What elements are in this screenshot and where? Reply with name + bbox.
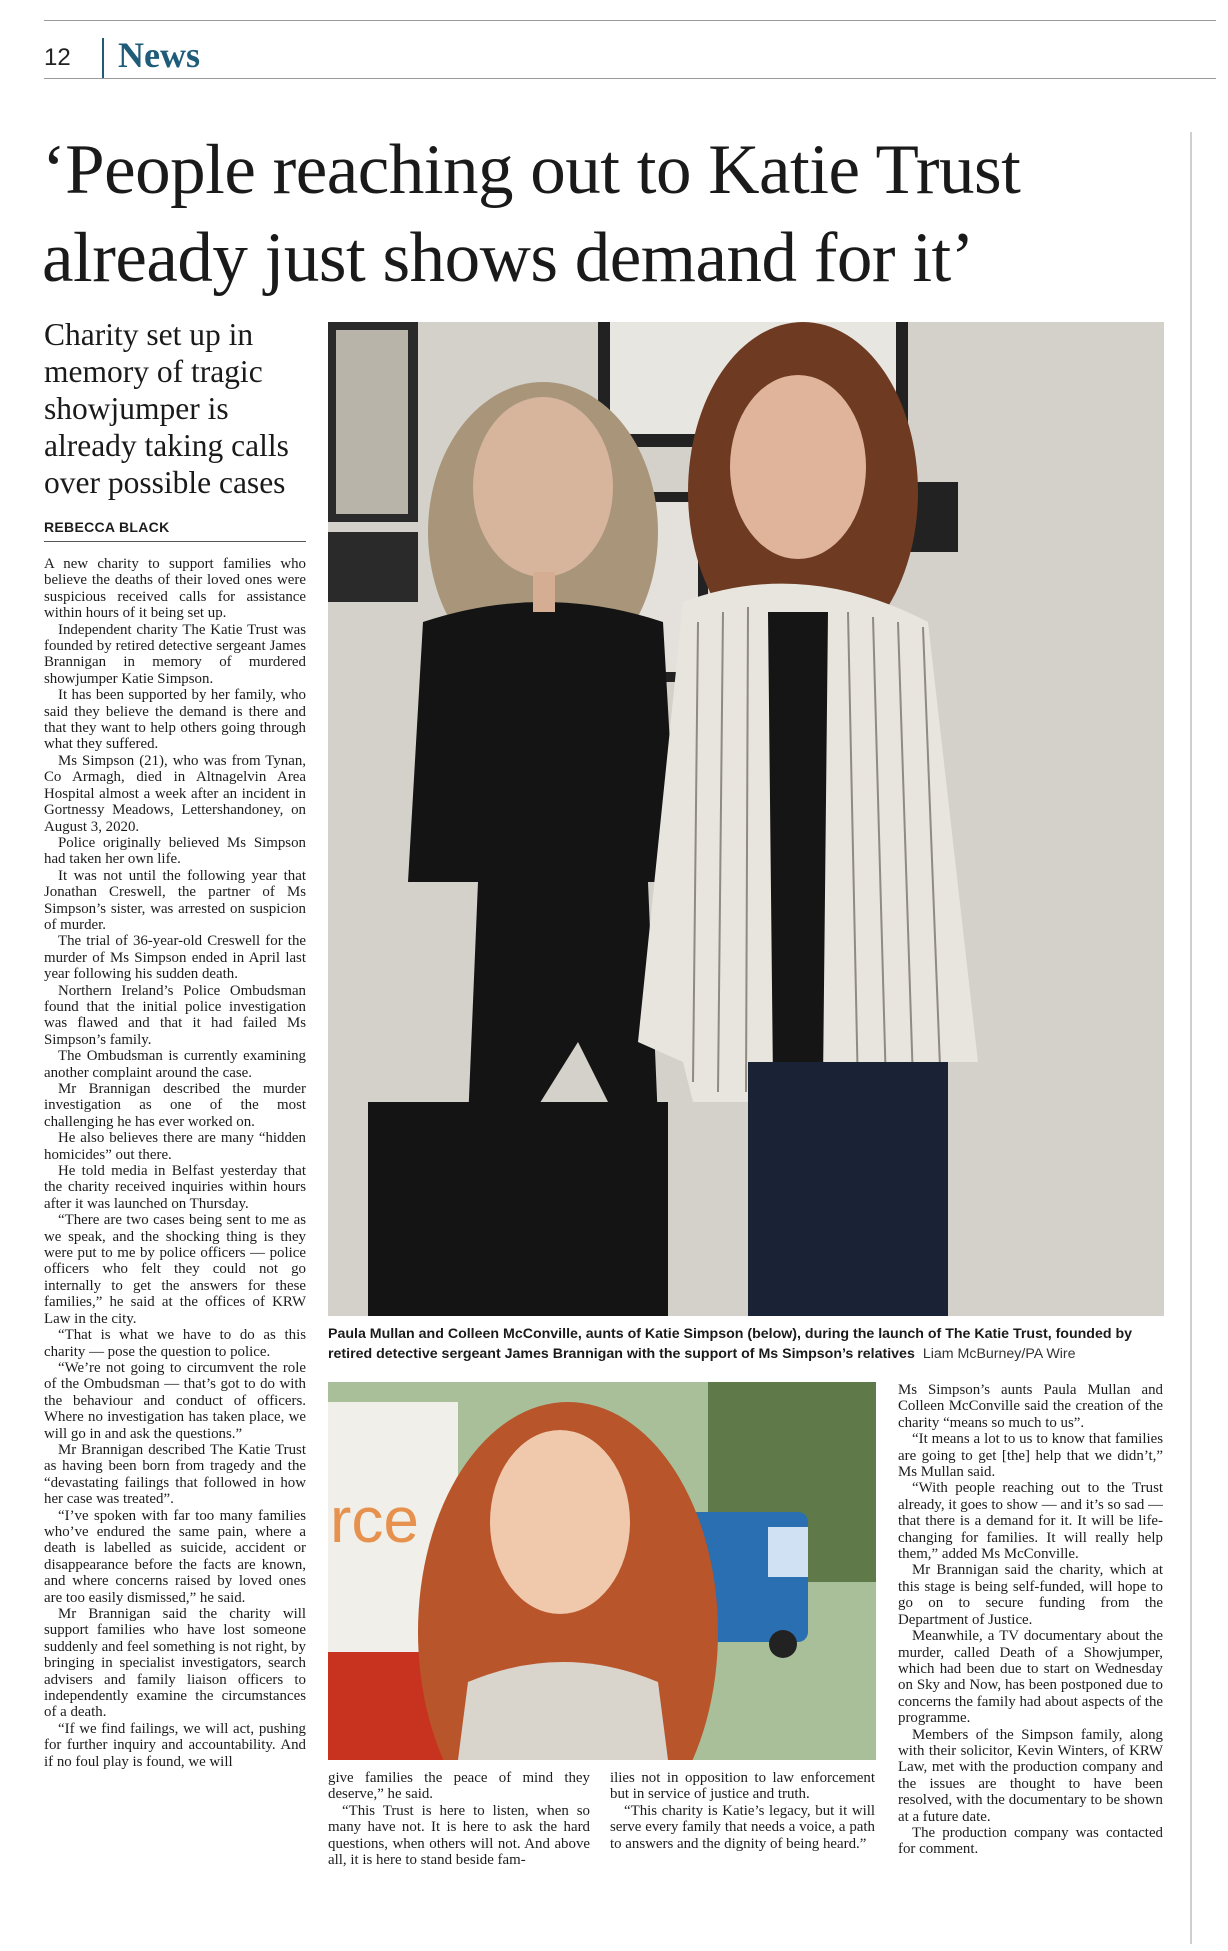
headline: ‘People reaching out to Katie Trust already just shows demand for it’	[42, 131, 1021, 297]
paragraph: “We’re not going to circumvent the role of the Ombudsman — that’s got to do with the behaviour and conduct of officers. Where no investigation has taken place, we will go in and ask the questions.”	[44, 1359, 306, 1442]
body-column-2	[328, 1770, 590, 1948]
paragraph: The Ombudsman is currently examining another complaint around the case.	[44, 1048, 306, 1081]
paragraph: Ms Simpson’s aunts Paula Mullan and Colleen McConville said the creation of the charity “means so much to us”.	[898, 1382, 1163, 1431]
main-photo-art	[328, 322, 1164, 1316]
main-photo-caption	[328, 1324, 1168, 1364]
katie-simpson-photo-art	[328, 1382, 876, 1760]
paragraph: Mr Brannigan described The Katie Trust as having been born from tragedy and the “devastating failings that followed in how her case was treated”.	[44, 1441, 306, 1508]
paragraph: “This Trust is here to listen, when so many have not. It is here to ask the hard questions, when others will not. And above all, it is here to stand beside fam-	[328, 1802, 590, 1869]
sign-text: rce	[330, 1484, 419, 1556]
byline: REBECCA BLACK	[44, 519, 170, 535]
paragraph: give families the peace of mind they deserve,” he said.	[328, 1770, 590, 1803]
top-rule	[44, 20, 1216, 21]
paragraph: “That is what we have to do as this charity — pose the question to police.	[44, 1327, 306, 1360]
caption-text: Paula Mullan and Colleen McConville, aunts of Katie Simpson (below), during the launch of The Katie Trust, founded by retired detective sergeant James Brannigan with the support of Ms Simpson’s relatives	[328, 1326, 1133, 1362]
paragraph: He told media in Belfast yesterday that the charity received inquiries within hours after it was launched on Thursday.	[44, 1163, 306, 1212]
byline-rule	[44, 541, 306, 542]
paragraph: Mr Brannigan described the murder investigation as one of the most challenging he has ever worked on.	[44, 1081, 306, 1130]
paragraph: “With people reaching out to the Trust already, it goes to show — and it’s so sad — that there is a demand for it. It will be life-changing for families. It will really help them,” added Ms McConville.	[898, 1480, 1163, 1563]
paragraph: “There are two cases being sent to me as we speak, and the shocking thing is they were put to me by police officers — police officers who felt they could not go internally to get the answers for these families,” he said at the offices of KRW Law in the city.	[44, 1212, 306, 1327]
paragraph: “I’ve spoken with far too many families who’ve endured the same pain, where a death is labelled as suicide, accident or disappearance before the facts are known, and where concerns raised by loved ones are too easily dismissed,” he said.	[44, 1507, 306, 1606]
right-column-rule	[1190, 132, 1192, 1944]
paragraph: The production company was contacted for comment.	[898, 1824, 1163, 1858]
paragraph: Ms Simpson (21), who was from Tynan, Co Armagh, died in Altnagelvin Area Hospital almost a week after an incident in Gortnessy Meadows, Lettershandoney, on August 3, 2020.	[44, 752, 306, 835]
main-photo	[328, 322, 1164, 1316]
paragraph: A new charity to support families who believe the deaths of their loved ones were suspicious received calls for assistance within hours of it being set up.	[44, 556, 306, 622]
photo-credit: Liam McBurney/PA Wire	[922, 1346, 1076, 1362]
paragraph: It has been supported by her family, who said they believe the demand is there and that they want to help others going through what they suffered.	[44, 687, 306, 753]
body-column-1	[44, 556, 306, 1948]
paragraph: “This charity is Katie’s legacy, but it will serve every family that needs a voice, a path to answers and the dignity of being heard.”	[610, 1802, 875, 1852]
paragraph: Northern Ireland’s Police Ombudsman found that the initial police investigation was flawed and that it had failed Ms Simpson’s family.	[44, 982, 306, 1048]
header-rule	[44, 78, 1216, 79]
folio-divider	[102, 38, 104, 78]
paragraph: ilies not in opposition to law enforcement but in service of justice and truth.	[610, 1770, 875, 1803]
paragraph: It was not until the following year that Jonathan Creswell, the partner of Ms Simpson’s sister, was arrested on suspicion of murder.	[44, 867, 306, 933]
body-column-4	[898, 1382, 1163, 1948]
paragraph: “It means a lot to us to know that families are going to get [the] help that we didn’t,” Ms Mullan said.	[898, 1431, 1163, 1481]
body-column-3	[610, 1770, 875, 1948]
paragraph: Meanwhile, a TV documentary about the murder, called Death of a Showjumper, which had been due to start on Wednesday on Sky and Now, has been postponed due to concerns the family had about aspects of the programme.	[898, 1628, 1163, 1727]
paragraph: Members of the Simpson family, along with their solicitor, Kevin Winters, of KRW Law, met with the production company and the issues are thought to have been resolved, with the documentary to be shown at a future date.	[898, 1726, 1163, 1825]
paragraph: “If we find failings, we will act, pushing for further inquiry and accountability. And if no foul play is found, we will	[44, 1720, 306, 1770]
paragraph: Police originally believed Ms Simpson had taken her own life.	[44, 834, 306, 868]
paragraph: The trial of 36-year-old Creswell for the murder of Ms Simpson ended in April last year following his sudden death.	[44, 933, 306, 983]
standfirst: Charity set up in memory of tragic showjumper is already taking calls over possible cases	[44, 317, 289, 500]
paragraph: He also believes there are many “hidden homicides” out there.	[44, 1130, 306, 1163]
paragraph: Mr Brannigan said the charity, which at this stage is being self-funded, will hope to go on to secure funding from the Department of Justice.	[898, 1562, 1163, 1628]
section-label: News	[118, 35, 200, 75]
katie-simpson-photo	[328, 1382, 876, 1760]
paragraph: Mr Brannigan said the charity will support families who have lost someone suddenly and feel something is not right, by bringing in specialist investigators, search advisers and family liaison officers to independently examine the circumstances of a death.	[44, 1606, 306, 1721]
paragraph: Independent charity The Katie Trust was founded by retired detective sergeant James Brannigan in memory of murdered showjumper Katie Simpson.	[44, 621, 306, 687]
page-number: 12	[44, 44, 71, 71]
